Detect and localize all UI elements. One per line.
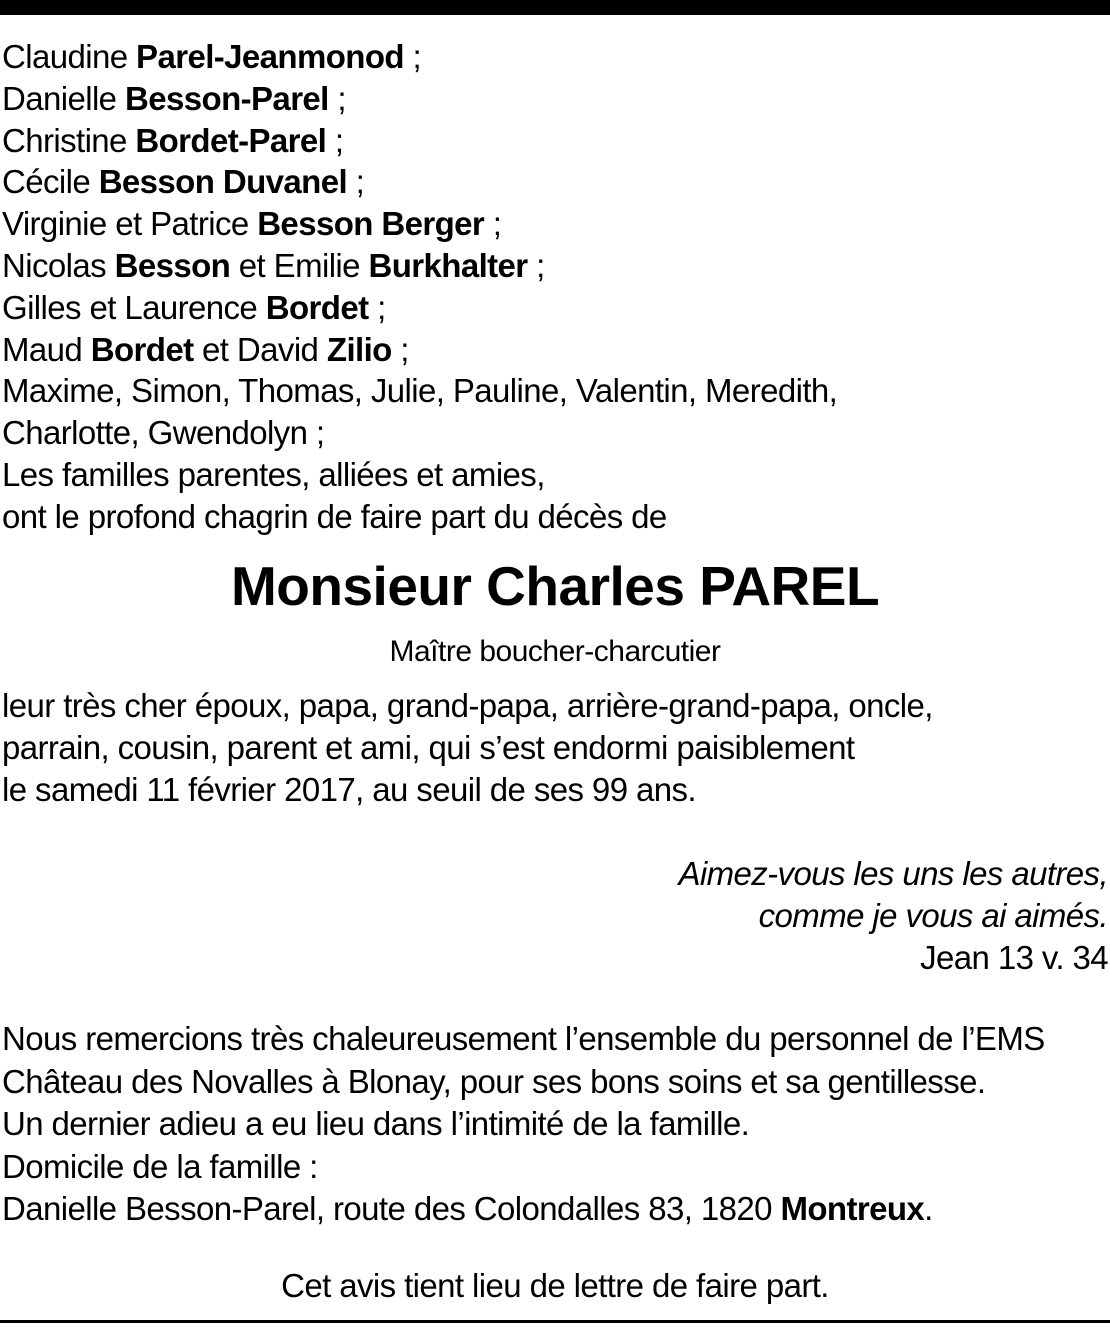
surname: Bordet-Parel bbox=[135, 121, 327, 159]
family-line bbox=[2, 161, 837, 203]
address-city: Montreux bbox=[780, 1190, 925, 1227]
surname: Besson bbox=[114, 246, 231, 284]
surname: Besson Berger bbox=[257, 205, 485, 243]
family-list bbox=[2, 36, 837, 538]
quote-reference: Jean 13 v. 34 bbox=[920, 939, 1108, 976]
surname: Besson Duvanel bbox=[98, 163, 348, 201]
family-line bbox=[2, 329, 837, 371]
thanks-block bbox=[2, 1018, 1045, 1231]
description-line: le samedi 11 février 2017, au seuil de ses 99 ans. bbox=[2, 771, 696, 808]
separator: ; bbox=[391, 330, 409, 368]
separator: ; bbox=[484, 205, 502, 243]
given-name-2: et David bbox=[202, 330, 319, 368]
family-line bbox=[2, 36, 837, 78]
surname: Bordet bbox=[265, 288, 369, 326]
separator: ; bbox=[347, 163, 365, 201]
bible-quote bbox=[678, 853, 1108, 979]
family-line bbox=[2, 120, 837, 162]
description-line: parrain, cousin, parent et ami, qui s’est endormi paisiblement bbox=[2, 729, 855, 766]
surname: Parel-Jeanmonod bbox=[136, 38, 404, 75]
family-line bbox=[2, 203, 837, 245]
description-block bbox=[2, 685, 933, 811]
profession: Maître boucher-charcutier bbox=[389, 635, 721, 668]
separator: ; bbox=[326, 121, 344, 159]
given-name: Virginie et Patrice bbox=[2, 205, 249, 243]
grandchildren-line: Charlotte, Gwendolyn ; bbox=[2, 414, 325, 452]
address-line bbox=[2, 1188, 1045, 1231]
family-line bbox=[2, 287, 837, 329]
quote-line: Aimez-vous les uns les autres, bbox=[678, 855, 1108, 892]
family-line bbox=[2, 245, 837, 287]
separator: ; bbox=[328, 79, 346, 117]
address-end: . bbox=[924, 1190, 933, 1227]
given-name-2: et Emilie bbox=[238, 246, 360, 284]
family-line bbox=[2, 78, 837, 120]
separator: ; bbox=[368, 288, 386, 326]
grandchildren-line: Maxime, Simon, Thomas, Julie, Pauline, Valentin, Meredith, bbox=[2, 372, 838, 410]
description-line: leur très cher époux, papa, grand-papa, arrière-grand-papa, oncle, bbox=[2, 687, 933, 724]
intro-line: Les familles parentes, alliées et amies, bbox=[2, 455, 545, 493]
surname-2: Burkhalter bbox=[368, 246, 528, 284]
given-name: Cécile bbox=[2, 163, 91, 201]
deceased-name: Monsieur Charles PAREL bbox=[230, 555, 880, 617]
given-name: Nicolas bbox=[2, 246, 107, 284]
bottom-border-rule bbox=[0, 1320, 1110, 1323]
given-name: Maud bbox=[2, 330, 83, 368]
surname: Bordet bbox=[90, 330, 194, 368]
surname: Besson-Parel bbox=[125, 79, 329, 117]
thanks-line: Nous remercions très chaleureusement l’ensemble du personnel de l’EMS bbox=[2, 1020, 1045, 1057]
separator: ; bbox=[403, 38, 422, 75]
address-text: Danielle Besson-Parel, route des Colondalles 83, 1820 bbox=[2, 1190, 781, 1227]
top-border-rule bbox=[0, 0, 1110, 15]
closing-note: Cet avis tient lieu de lettre de faire part. bbox=[281, 1267, 829, 1304]
quote-line: comme je vous ai aimés. bbox=[758, 897, 1108, 934]
given-name: Christine bbox=[2, 121, 127, 159]
thanks-line: Château des Novalles à Blonay, pour ses bons soins et sa gentillesse. bbox=[2, 1062, 986, 1100]
given-name: Danielle bbox=[2, 79, 117, 117]
separator: ; bbox=[527, 246, 545, 284]
thanks-line: Domicile de la famille : bbox=[2, 1147, 318, 1185]
thanks-line: Un dernier adieu a eu lieu dans l’intimité de la famille. bbox=[2, 1105, 750, 1142]
surname-2: Zilio bbox=[326, 330, 392, 368]
given-name: Claudine bbox=[2, 38, 128, 75]
given-name: Gilles et Laurence bbox=[2, 288, 258, 326]
intro-line: ont le profond chagrin de faire part du décès de bbox=[2, 497, 667, 535]
